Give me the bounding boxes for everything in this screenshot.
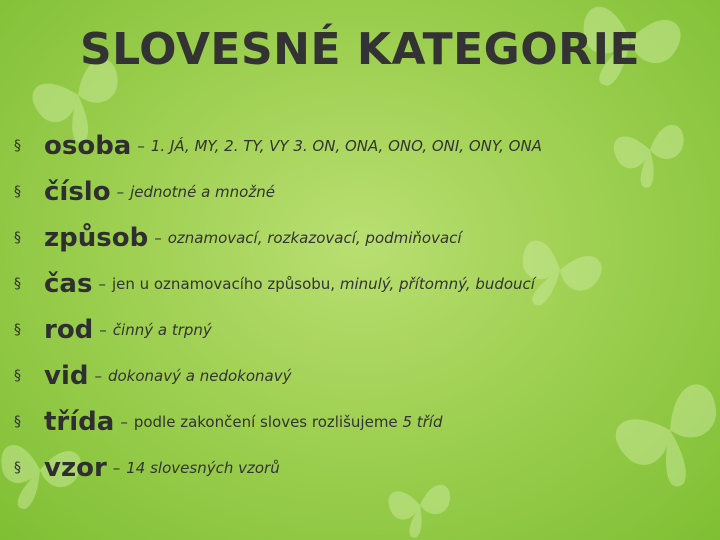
category-term: třída bbox=[44, 407, 115, 437]
description-part: dokonavý a nedokonavý bbox=[107, 367, 292, 385]
category-description bbox=[151, 137, 542, 155]
separator-dash: – bbox=[98, 275, 106, 293]
bullet-icon: § bbox=[14, 230, 21, 246]
category-term: čas bbox=[44, 269, 93, 299]
bullet-icon: § bbox=[14, 276, 21, 292]
description-part: 5 tříd bbox=[402, 413, 443, 431]
list-item bbox=[14, 353, 714, 399]
description-part: 14 slovesných vzorů bbox=[126, 459, 280, 477]
separator-dash: – bbox=[94, 367, 102, 385]
list-item bbox=[14, 261, 714, 307]
category-term: osoba bbox=[44, 131, 132, 161]
category-term: způsob bbox=[44, 223, 149, 253]
bullet-icon: § bbox=[14, 322, 21, 338]
list-item bbox=[14, 445, 714, 491]
separator-dash: – bbox=[99, 321, 107, 339]
description-part: činný a trpný bbox=[112, 321, 212, 339]
separator-dash: – bbox=[112, 459, 121, 477]
separator-dash: – bbox=[116, 183, 125, 201]
category-term: číslo bbox=[44, 177, 111, 207]
list-item bbox=[14, 399, 714, 445]
description-part: podle zakončení sloves rozlišujeme bbox=[133, 413, 403, 431]
category-term: rod bbox=[44, 315, 94, 345]
description-part: oznamovací, rozkazovací, podmiňovací bbox=[167, 229, 462, 247]
bullet-icon: § bbox=[14, 368, 21, 384]
description-part: jednotné a množné bbox=[130, 183, 275, 201]
butterfly-icon bbox=[387, 484, 453, 540]
list-item bbox=[14, 123, 714, 169]
description-part: minulý, přítomný, budoucí bbox=[339, 275, 535, 293]
separator-dash: – bbox=[120, 413, 128, 431]
list-item bbox=[14, 169, 714, 215]
list-item bbox=[14, 215, 714, 261]
description-part: jen u oznamovacího způsobu, bbox=[111, 275, 340, 293]
slide-title: SLOVESNÉ KATEGORIE bbox=[79, 24, 640, 75]
category-description bbox=[130, 183, 275, 201]
category-list bbox=[14, 123, 714, 491]
category-description bbox=[113, 321, 212, 339]
category-term: vzor bbox=[44, 453, 107, 483]
list-item bbox=[14, 307, 714, 353]
category-description bbox=[168, 229, 462, 247]
category-description bbox=[126, 459, 279, 477]
bullet-icon: § bbox=[14, 184, 21, 200]
category-description bbox=[112, 275, 535, 293]
bullet-icon: § bbox=[14, 460, 21, 476]
bullet-icon: § bbox=[14, 414, 21, 430]
bullet-icon: § bbox=[14, 138, 21, 154]
description-part: 1. JÁ, MY, 2. TY, VY 3. ON, ONA, ONO, ONI, ONY, ONA bbox=[150, 137, 542, 155]
category-description bbox=[108, 367, 292, 385]
category-description bbox=[134, 413, 443, 431]
category-term: vid bbox=[44, 361, 89, 391]
separator-dash: – bbox=[137, 137, 145, 155]
separator-dash: – bbox=[154, 229, 162, 247]
